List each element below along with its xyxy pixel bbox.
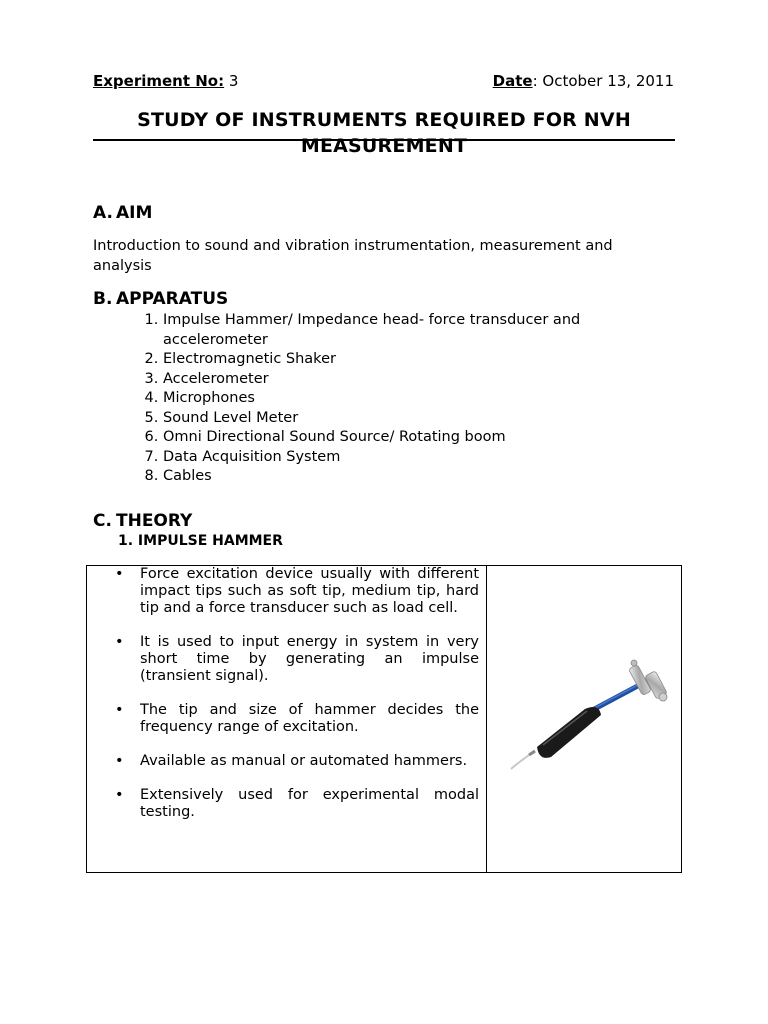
list-item: 7. Data Acquisition System [163, 448, 653, 468]
list-item: • Extensively used for experimental modal testing. [115, 787, 479, 821]
date-label: Date [492, 72, 533, 90]
list-item: 5. Sound Level Meter [163, 409, 653, 429]
apparatus-list [130, 311, 653, 487]
impulse-hammer-image [507, 651, 677, 781]
list-item: 8. Cables [163, 467, 653, 487]
date [493, 72, 674, 90]
section-title: AIM [116, 203, 153, 223]
list-item: • Force excitation device usually with different impact tips such as soft tip, medium tip, hard tip and a force transducer such as load cell. [115, 566, 479, 617]
section-aim-heading [93, 203, 152, 223]
list-item: 6. Omni Directional Sound Source/ Rotating boom [163, 428, 653, 448]
section-title: THEORY [116, 511, 193, 531]
experiment-number [93, 72, 238, 90]
section-letter: A. [93, 203, 113, 223]
experiment-value: 3 [224, 72, 239, 90]
table-divider [486, 566, 487, 872]
impulse-hammer-table [86, 565, 682, 873]
impulse-hammer-subheading: 1. IMPULSE HAMMER [118, 533, 283, 549]
list-item: 2. Electromagnetic Shaker [163, 350, 653, 370]
list-item: • It is used to input energy in system in very short time by generating an impulse (transient signal). [115, 634, 479, 685]
list-item: 1. Impulse Hammer/ Impedance head- force transducer and accelerometer [163, 311, 653, 350]
section-letter: C. [93, 511, 112, 531]
section-letter: B. [93, 289, 113, 309]
section-theory-heading [93, 511, 192, 531]
list-item: • Available as manual or automated hammers. [115, 753, 479, 770]
date-value: : October 13, 2011 [532, 72, 674, 90]
section-title: APPARATUS [116, 289, 229, 309]
aim-text: Introduction to sound and vibration instrumentation, measurement and analysis [93, 238, 613, 274]
list-item: • The tip and size of hammer decides the frequency range of excitation. [115, 702, 479, 736]
section-apparatus-heading [93, 289, 228, 309]
list-item: 3. Accelerometer [163, 370, 653, 390]
impulse-hammer-points [115, 566, 479, 838]
experiment-label: Experiment No: [93, 72, 225, 90]
list-item: 4. Microphones [163, 389, 653, 409]
page-title: STUDY OF INSTRUMENTS REQUIRED FOR NVH MEASUREMENT [137, 109, 631, 157]
